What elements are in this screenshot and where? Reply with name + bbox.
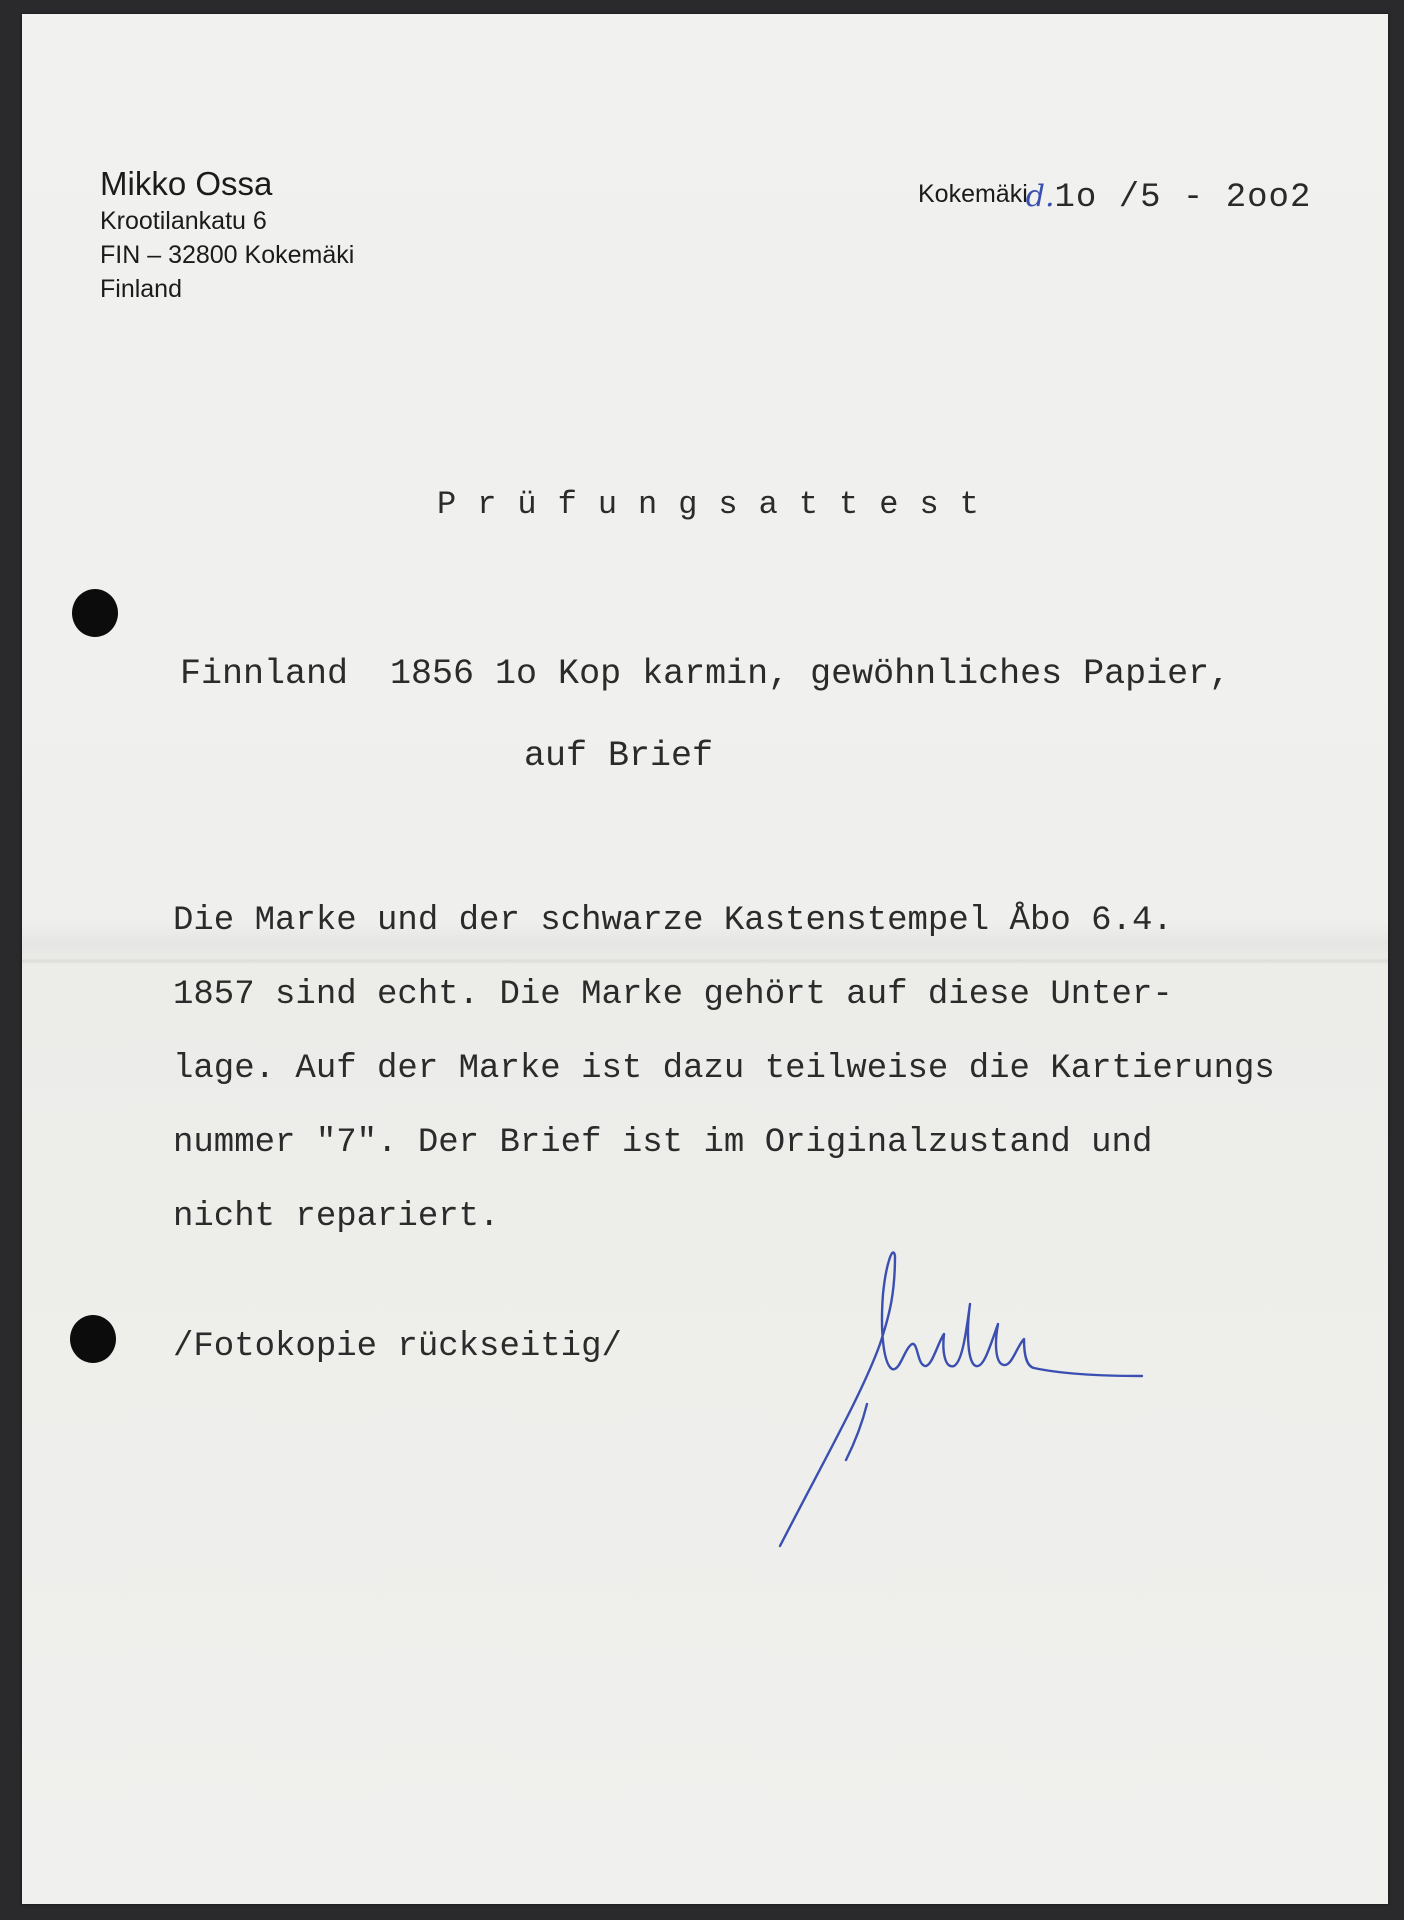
letter-paper	[22, 14, 1388, 1904]
document-title: Prüfungsattest	[437, 486, 1000, 523]
sender-country: Finland	[100, 275, 182, 303]
body-line: 1857 sind echt. Die Marke gehört auf diese Unter-	[173, 976, 1173, 1014]
date-typed: 1o /5 - 2oo2	[1054, 179, 1312, 217]
subject-line-1: Finnland 1856 1o Kop karmin, gewöhnliches Papier,	[180, 654, 1231, 694]
punch-hole	[70, 1315, 116, 1363]
body-line: nicht repariert.	[173, 1198, 500, 1236]
sender-street: Krootilankatu 6	[100, 207, 267, 235]
photocopy-note: /Fotokopie rückseitig/	[173, 1328, 622, 1366]
sender-address	[100, 164, 354, 306]
body-line: lage. Auf der Marke ist dazu teilweise die Kartierungs	[173, 1050, 1275, 1088]
signature	[762, 1234, 1182, 1564]
sender-name: Mikko Ossa	[100, 165, 273, 202]
body-line: Die Marke und der schwarze Kastenstempel Åbo 6.4.	[173, 902, 1173, 940]
punch-hole	[72, 589, 118, 637]
sender-postal: FIN – 32800 Kokemäki	[100, 241, 355, 269]
attest-body	[173, 884, 1275, 1254]
date-line	[918, 179, 1311, 217]
body-line: nummer "7". Der Brief ist im Originalzustand und	[173, 1124, 1153, 1162]
subject-line-2: auf Brief	[524, 736, 714, 776]
date-city: Kokemäki	[918, 180, 1028, 208]
date-handwritten: d.	[1025, 179, 1055, 214]
